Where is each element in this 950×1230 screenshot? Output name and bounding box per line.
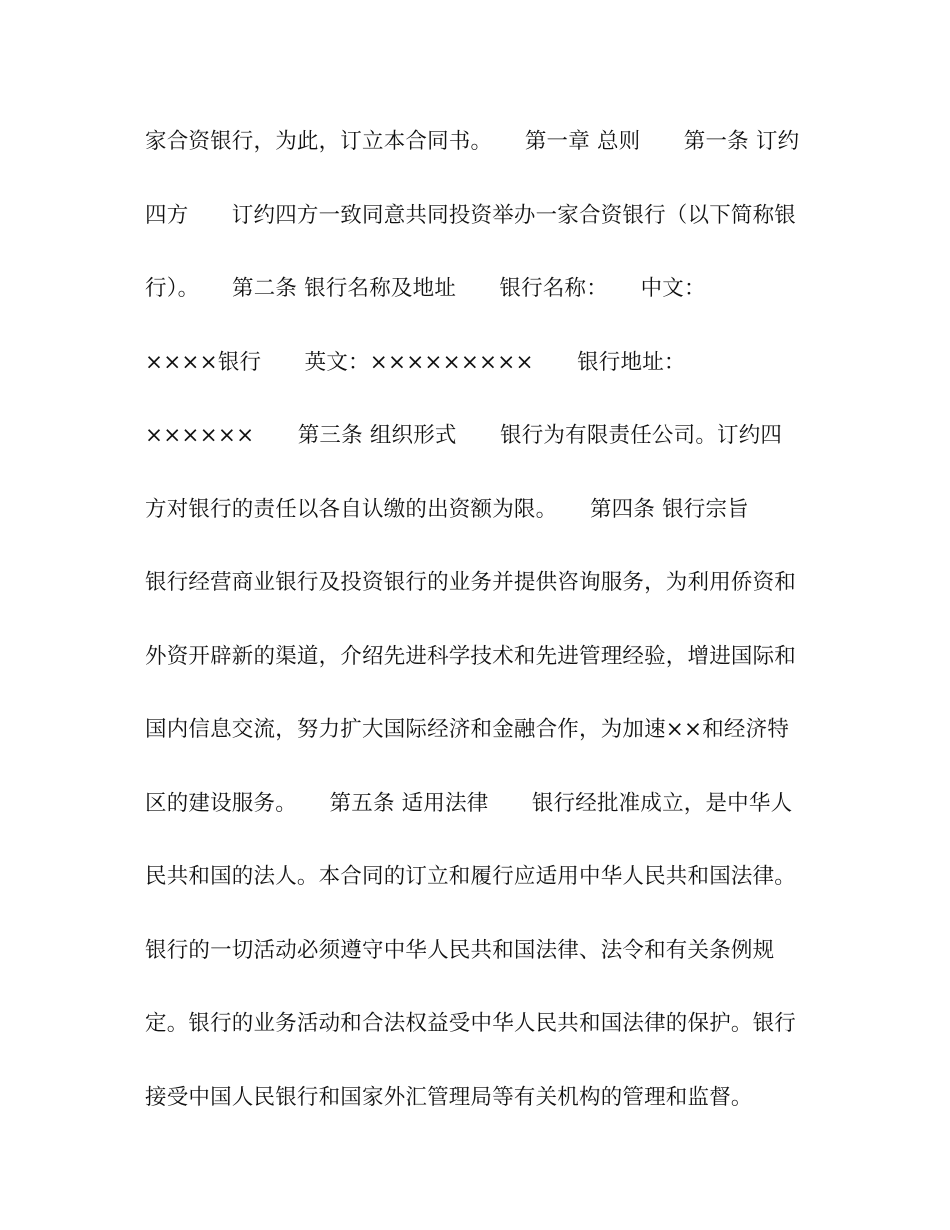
text-line-1: 家合资银行，为此，订立本合同书。 第一章 总则 第一条 订约: [145, 129, 800, 154]
text-line-7: 银行经营商业银行及投资银行的业务并提供咨询服务，为利用侨资和: [145, 570, 797, 595]
text-line-8: 外资开辟新的渠道，介绍先进科学技术和先进管理经验，增进国际和: [145, 643, 797, 669]
text-line-14: 接受中国人民银行和国家外汇管理局等有关机构的管理和监督。: [145, 1084, 753, 1110]
text-line-6: 方对银行的责任以各自认缴的出资额为限。 第四条 银行宗旨: [145, 496, 749, 522]
text-line-5: ×××××× 第三条 组织形式 银行为有限责任公司。订约四: [145, 423, 783, 448]
text-line-10: 区的建设服务。 第五条 适用法律 银行经批准成立，是中华人: [145, 790, 793, 816]
text-line-13: 定。银行的业务活动和合法权益受中华人民共和国法律的保护。银行: [145, 1011, 797, 1036]
text-line-9: 国内信息交流，努力扩大国际经济和金融合作，为加速××和经济特: [145, 717, 790, 742]
text-line-11: 民共和国的法人。本合同的订立和履行应适用中华人民共和国法律。: [145, 864, 797, 889]
contract-body-text: [145, 118, 825, 1147]
text-line-2: 四方 订约四方一致同意共同投资举办一家合资银行（以下简称银: [145, 202, 797, 228]
text-line-12: 银行的一切活动必须遵守中华人民共和国法律、法令和有关条例规: [145, 937, 775, 963]
text-line-4: ××××银行 英文：××××××××× 银行地址：: [145, 349, 686, 375]
text-line-3: 行）。 第二条 银行名称及地址 银行名称： 中文：: [145, 276, 706, 301]
